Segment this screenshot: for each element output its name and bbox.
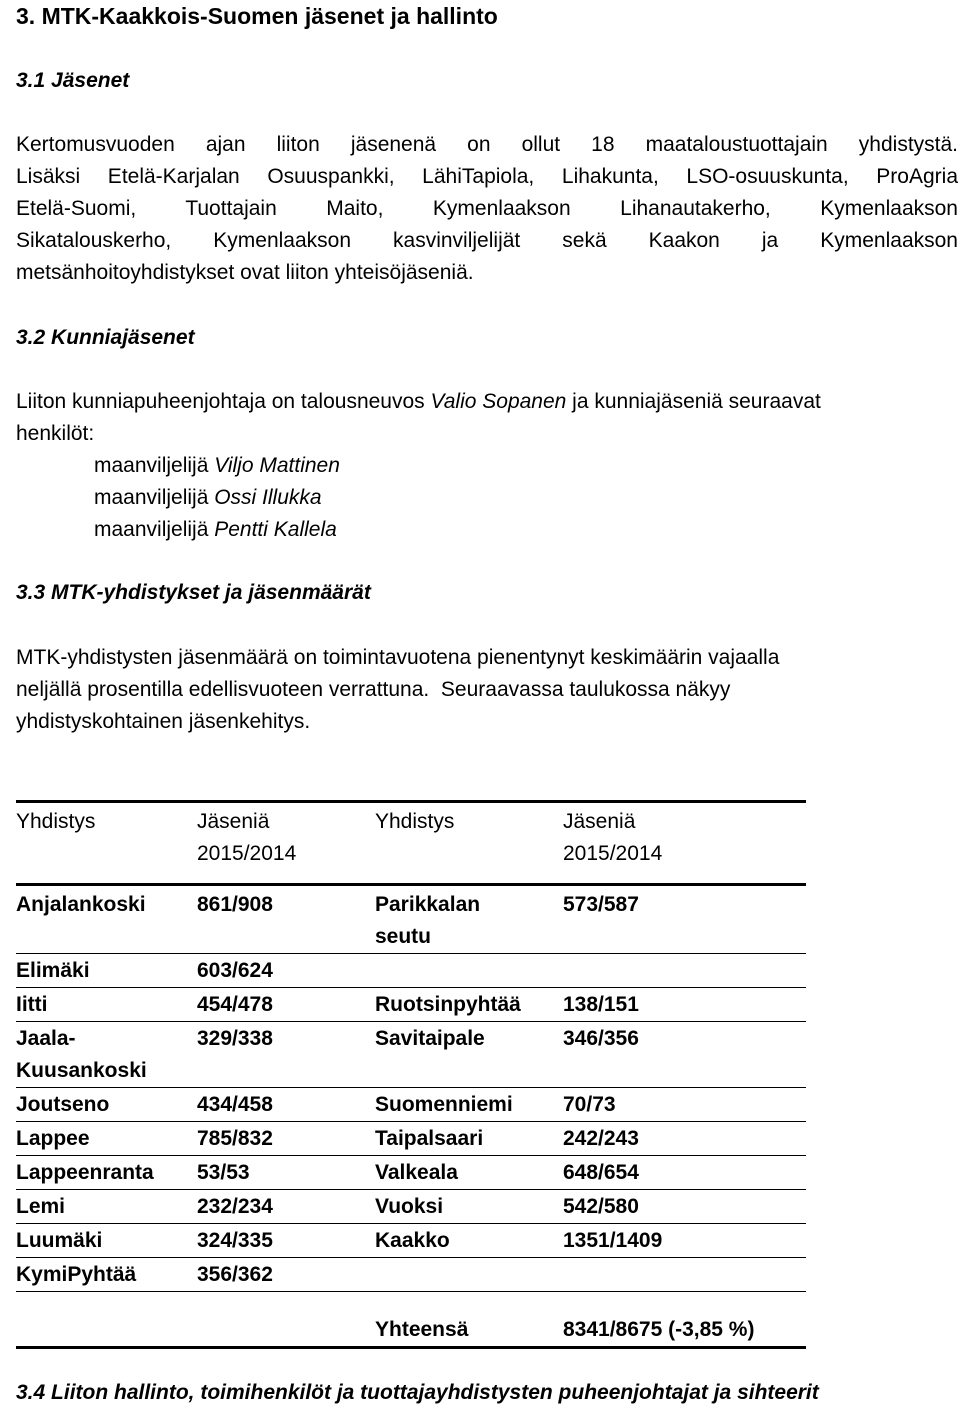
member-name: Viljo Mattinen — [214, 454, 340, 477]
member-count: 434/458 — [197, 1088, 375, 1122]
total-label: Yhteensä — [375, 1292, 563, 1348]
member-count: 542/580 — [563, 1190, 806, 1224]
heading-3-4: 3.4 Liiton hallinto, toimihenkilöt ja tuottajayhdistysten puheenjohtajat ja sihteerit — [16, 1381, 819, 1404]
table-row — [16, 1088, 806, 1122]
member-name: Ossi Illukka — [214, 486, 322, 509]
association-name: KymiPyhtää — [16, 1258, 197, 1292]
member-count: 603/624 — [197, 954, 375, 988]
table-row — [16, 1224, 806, 1258]
association-name: Taipalsaari — [375, 1122, 563, 1156]
column-header: Yhdistys — [16, 802, 197, 885]
member-count: 232/234 — [197, 1190, 375, 1224]
member-count: 454/478 — [197, 988, 375, 1022]
paragraph-line: neljällä prosentilla edellisvuoteen verrattuna. Seuraavassa taulukossa näkyy — [16, 678, 731, 701]
member-count: 1351/1409 — [563, 1224, 806, 1258]
table-body — [16, 885, 806, 1292]
member-count: 356/362 — [197, 1258, 375, 1292]
paragraph-line: MTK-yhdistysten jäsenmäärä on toimintavuotena pienentynyt keskimäärin vajaalla — [16, 646, 780, 669]
honorary-members-list — [94, 450, 340, 546]
membership-table — [16, 800, 806, 1349]
column-header: Jäseniä 2015/2014 — [197, 802, 375, 885]
association-name: Anjalankoski — [16, 885, 197, 954]
member-count — [563, 954, 806, 988]
table-row — [16, 885, 806, 954]
association-name: Parikkalan seutu — [375, 885, 563, 954]
heading-3-2: 3.2 Kunniajäsenet — [16, 326, 195, 349]
table-cell — [16, 1292, 197, 1348]
association-name: Jaala-Kuusankoski — [16, 1022, 197, 1088]
association-name — [375, 954, 563, 988]
table-row — [16, 1122, 806, 1156]
paragraph-line: henkilöt: — [16, 422, 95, 445]
table-total-row — [16, 1292, 806, 1348]
table-row — [16, 988, 806, 1022]
association-name: Joutseno — [16, 1088, 197, 1122]
heading-3-1: 3.1 Jäsenet — [16, 69, 130, 92]
paragraph-line: Etelä-Suomi, Tuottajain Maito, Kymenlaakson Lihanautakerho, Kymenlaakson — [16, 197, 958, 220]
paragraph-line: yhdistyskohtainen jäsenkehitys. — [16, 710, 311, 733]
association-name: Savitaipale — [375, 1022, 563, 1088]
member-count: 242/243 — [563, 1122, 806, 1156]
table-row — [16, 954, 806, 988]
paragraph-line: Sikatalouskerho, Kymenlaakson kasvinviljelijät sekä Kaakon ja Kymenlaakson — [16, 229, 958, 252]
table-row — [16, 1022, 806, 1088]
member-count: 324/335 — [197, 1224, 375, 1258]
list-item — [94, 450, 340, 482]
association-name: Lappeenranta — [16, 1156, 197, 1190]
member-count — [563, 1258, 806, 1292]
column-header: Yhdistys — [375, 802, 563, 885]
paragraph-line: metsänhoitoyhdistykset ovat liiton yhteisöjäseniä. — [16, 261, 474, 284]
table-row — [16, 1258, 806, 1292]
honorary-chair-name: Valio Sopanen — [430, 390, 567, 413]
paragraph-line — [16, 386, 958, 418]
table-cell — [197, 1292, 375, 1348]
paragraph-line: Kertomusvuoden ajan liiton jäsenenä on ollut 18 maataloustuottajain yhdistystä. — [16, 133, 958, 156]
member-count: 861/908 — [197, 885, 375, 954]
section-title: 3. MTK-Kaakkois-Suomen jäsenet ja hallinto — [16, 3, 498, 29]
association-name: Lemi — [16, 1190, 197, 1224]
member-count: 785/832 — [197, 1122, 375, 1156]
table-row — [16, 1190, 806, 1224]
association-name: Lappee — [16, 1122, 197, 1156]
association-name — [375, 1258, 563, 1292]
association-name: Luumäki — [16, 1224, 197, 1258]
association-name: Valkeala — [375, 1156, 563, 1190]
member-count: 648/654 — [563, 1156, 806, 1190]
association-name: Ruotsinpyhtää — [375, 988, 563, 1022]
intro-text: Liiton kunniapuheenjohtaja on talousneuvos — [16, 390, 431, 413]
member-count: 329/338 — [197, 1022, 375, 1088]
member-count: 53/53 — [197, 1156, 375, 1190]
association-name: Suomenniemi — [375, 1088, 563, 1122]
association-name: Kaakko — [375, 1224, 563, 1258]
heading-3-3: 3.3 MTK-yhdistykset ja jäsenmäärät — [16, 581, 371, 604]
association-name: Elimäki — [16, 954, 197, 988]
member-title: maanviljelijä — [94, 518, 215, 541]
column-header: Jäseniä 2015/2014 — [563, 802, 806, 885]
list-item — [94, 514, 340, 546]
member-title: maanviljelijä — [94, 454, 215, 477]
member-count: 573/587 — [563, 885, 806, 954]
paragraph-honorary — [16, 386, 958, 450]
member-count: 346/356 — [563, 1022, 806, 1088]
member-count: 138/151 — [563, 988, 806, 1022]
paragraph-members — [16, 129, 958, 289]
member-count: 70/73 — [563, 1088, 806, 1122]
list-item — [94, 482, 340, 514]
member-name: Pentti Kallela — [214, 518, 337, 541]
table-header-row — [16, 802, 806, 885]
paragraph-membership-count — [16, 642, 958, 738]
association-name: Vuoksi — [375, 1190, 563, 1224]
total-value: 8341/8675 (-3,85 %) — [563, 1292, 806, 1348]
paragraph-line: Lisäksi Etelä-Karjalan Osuuspankki, LähiTapiola, Lihakunta, LSO-osuuskunta, ProAgria — [16, 165, 958, 188]
association-name: Iitti — [16, 988, 197, 1022]
intro-text: ja kunniajäseniä seuraavat — [566, 390, 821, 413]
table-row — [16, 1156, 806, 1190]
member-title: maanviljelijä — [94, 486, 215, 509]
